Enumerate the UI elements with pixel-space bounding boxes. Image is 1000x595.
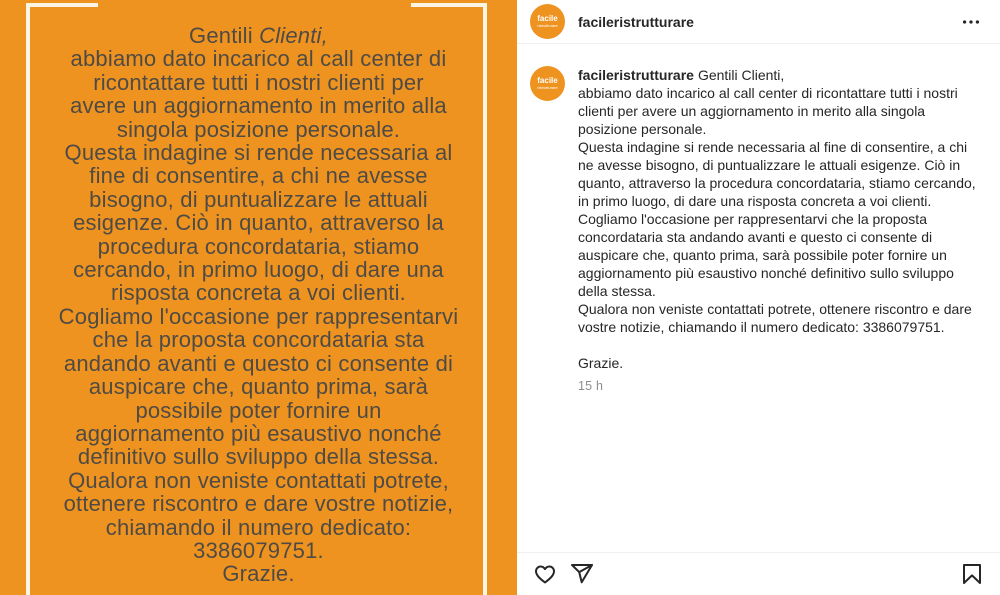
ellipsis-icon [960, 11, 982, 33]
avatar-logo-text: facile [537, 14, 558, 23]
avatar-logo-subtext: ristrutturare [537, 23, 558, 28]
share-button[interactable] [566, 558, 598, 590]
post-header [517, 0, 1000, 44]
image-text-line: abbiamo dato incarico al call center di [70, 46, 447, 72]
avatar-logo-text: facile [537, 76, 558, 85]
image-text-line: 3386079751. [193, 537, 324, 563]
bookmark-icon [960, 562, 984, 586]
post-timestamp: 15 h [578, 379, 604, 393]
paper-plane-icon [570, 562, 594, 586]
caption-paragraph: abbiamo dato incarico al call center di ricontattare tutti i nostri clienti per avere un aggiornamento in merito alla singola posizione personale. [578, 85, 958, 137]
image-text-line: singola posizione personale. [116, 116, 401, 142]
caption-paragraph: Qualora non veniste contattati potrete, ottenere riscontro e dare vostre notizie, chiamando il numero dedicato: 3386079751. [578, 301, 972, 335]
caption-first-line [578, 66, 982, 84]
caption-paragraph: Grazie. [578, 355, 624, 371]
action-bar [517, 552, 1000, 595]
caption-paragraphs [578, 84, 982, 372]
image-text-lines [0, 47, 517, 585]
profile-avatar[interactable] [530, 4, 565, 39]
image-text-line: Cogliamo l'occasione per rappresentarvi [58, 303, 459, 329]
image-text-line: Grazie. [222, 561, 295, 587]
image-text-line: definitivo sullo sviluppo della stessa. [77, 444, 440, 470]
caption-avatar[interactable] [530, 66, 565, 101]
username-link[interactable]: facileristrutturare [578, 13, 694, 30]
image-text-line: Questa indagine si rende necessaria al [64, 140, 453, 166]
image-text-line: aggiornamento più esaustivo nonché [75, 420, 442, 446]
image-text-line: risposta concreta a voi clienti. [111, 280, 406, 306]
image-text-line: bisogno, di puntualizzare le attuali [89, 186, 428, 212]
image-heading: Gentili Clienti, [189, 23, 328, 48]
image-text-line: ottenere riscontro e dare vostre notizie, [63, 491, 454, 517]
image-text-line: avere un aggiornamento in merito alla [70, 93, 447, 119]
caption-paragraph [578, 336, 982, 354]
caption-section [517, 44, 1000, 395]
heart-icon [533, 562, 557, 586]
save-button[interactable] [956, 558, 988, 590]
caption-paragraph: Cogliamo l'occasione per rappresentarvi che la proposta concordataria sta andando avanti e questo ci consente di auspicare che, quanto prima, sarà possibile poter fornire un aggiornamento più esaustivo nonché definitivo sullo sviluppo della stessa. [578, 211, 954, 299]
caption-body [578, 66, 982, 395]
image-text-line: ricontattare tutti i nostri clienti per [93, 69, 424, 95]
caption-greeting: Gentili Clienti, [697, 67, 785, 83]
image-text-line: fine di consentire, a chi ne avesse [89, 163, 428, 189]
post-detail-panel [517, 0, 1000, 595]
image-text-line: chiamando il numero dedicato: [105, 514, 412, 540]
like-button[interactable] [529, 558, 561, 590]
image-text-line: che la proposta concordataria sta [92, 327, 425, 353]
caption-paragraph: Questa indagine si rende necessaria al fine di consentire, a chi ne avesse bisogno, di puntualizzare le attuali esigenze. Ciò in quanto, attraverso la procedura concordataria, stiamo cercando, in primo luogo, di dare una risposta concreta a voi clienti. [578, 139, 976, 209]
image-text-line: procedura concordataria, stiamo [97, 233, 420, 259]
more-options-button[interactable] [956, 7, 986, 37]
image-text-line: andando avanti e questo ci consente di [63, 350, 454, 376]
image-text-line: possibile poter fornire un [135, 397, 382, 423]
caption-username-link[interactable]: facileristrutturare [578, 67, 694, 83]
image-text-line: esigenze. Ciò in quanto, attraverso la [73, 210, 444, 236]
avatar-logo-subtext: ristrutturare [537, 85, 558, 90]
image-text-line: cercando, in primo luogo, di dare una [73, 257, 444, 283]
image-text-line: Qualora non veniste contattati potrete, [68, 467, 449, 493]
image-text-line: auspicare che, quanto prima, sarà [88, 374, 429, 400]
